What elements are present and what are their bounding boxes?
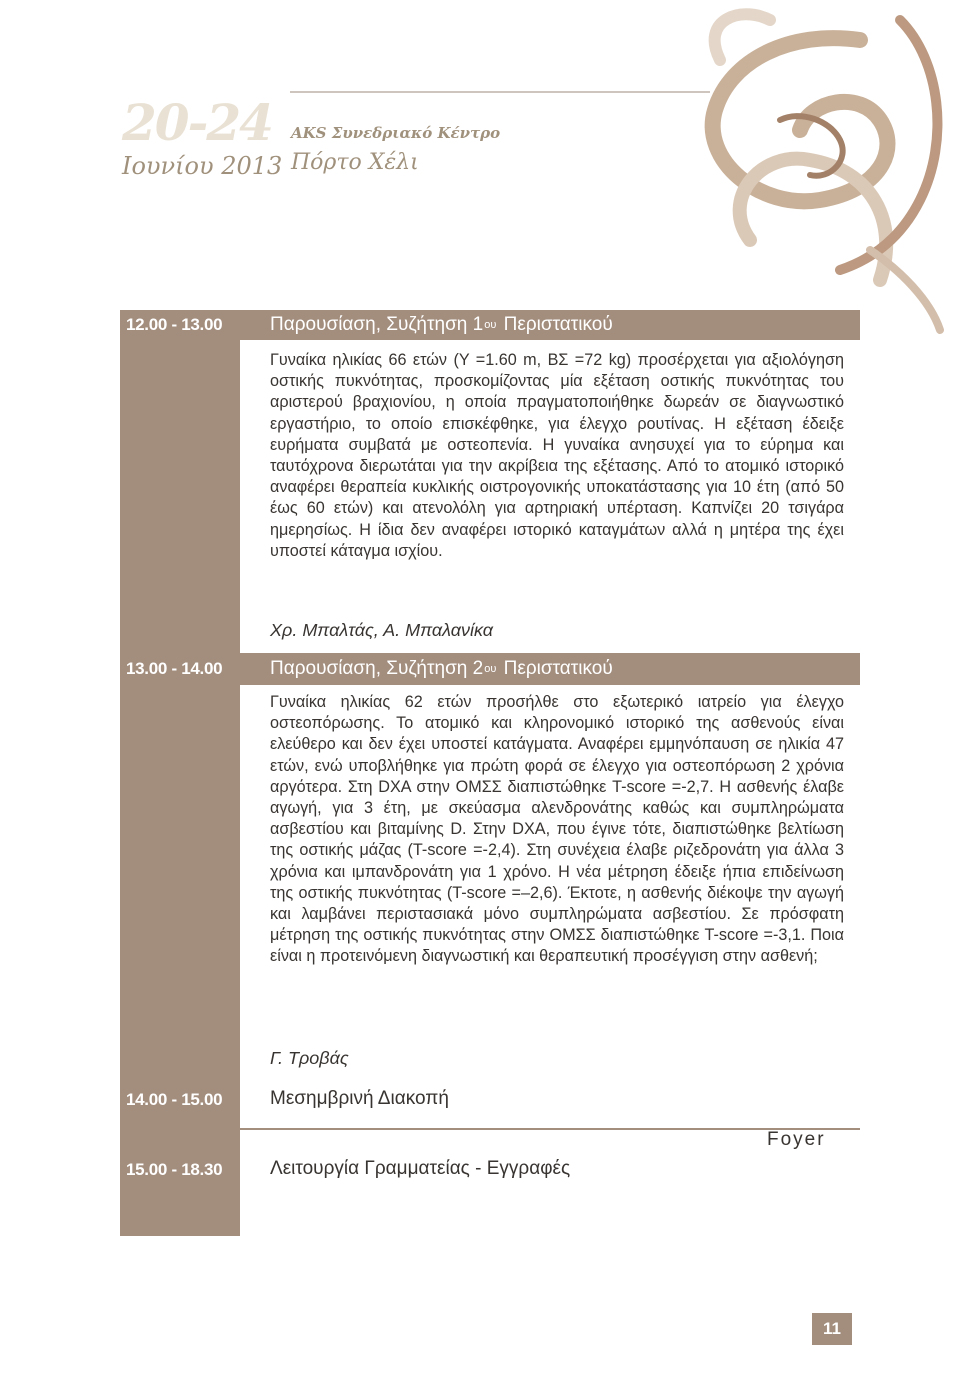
foyer-label: Foyer: [767, 1129, 826, 1150]
registration-title: Λειτουργία Γραμματείας - Εγγραφές: [270, 1158, 571, 1179]
session-2-text: Γυναίκα ηλικίας 62 ετών προσήλθε στο εξωτερικό ιατρείο για έλεγχο οστεοπόρωσης. Το ατομικό και κληρονομικό ιστορικό της ασθενούς είναι ελεύθερο και δεν έχει υποστεί κατάγματα. Αναφέρει εμμηνόπαυση σε ηλικία 47 ετών, ενώ υποβλήθηκε για πρώτη φορά σε έλεγχο για οστεοπόρωση 2 χρόνια αργότερα. Στη DXA στην ΟΜΣΣ διαπιστώθηκε T-score =-2,7. Η ασθενής έλαβε αγωγή, για 3 έτη, με σκεύασμα αλενδρονάτης καθώς και συμπληρώματα ασβεστίου και βιταμίνης D. Στην DXA, που έγινε τότε, διαπιστώθηκε βελτίωση της οστικής μάζας (T-score =-2,4). Στη συνέχεια έλαβε ριζεδρονάτη για άλλα 3 χρόνια και ιμπανδρονάτη για 1 χρόνο. Η νέα μέτρηση έδειξε ήπια επιδείνωση της οστικής πυκνότητας (T-score =–2,6). Έκτοτε, η ασθενής διέκοψε την αγωγή και λαμβάνει περιστασιακά μόνο συμπληρώματα ασβεστίου. Σε πρόσφατη μέτρηση της οστικής πυκνότητας στην ΟΜΣΣ διαπιστώθηκε T-score =-3,1. Ποια είναι η προτεινόμενη διαγνωστική και θεραπευτική προσέγγιση στην ασθενή;: [270, 693, 845, 966]
event-dates: 20-24: [122, 93, 272, 152]
session-2-author: Γ. Τροβάς: [270, 1048, 349, 1068]
session-1-text: Γυναίκα ηλικίας 66 ετών (Υ =1.60 m, ΒΣ =72 kg) προσέρχεται για αξιολόγηση οστικής πυκνότητας, προσκομίζοντας μία εξέταση οστικής πυκνότητας του αριστερού βραχιονίου, η οποία πραγματοποιήθηκε δωρεάν σε διαγνωστικό εργαστήριο, το οποίο επισκέφθηκε, για έλεγχο ρουτίνας. Η εξέταση έδειξε ευρήματα συμβατά με οστεοπενία. Η γυναίκα ανησυχεί για το εύρημα και ταυτόχρονα διερωτάται για την ακρίβεια της εξέτασης. Από το ατομικό ιστορικό αναφέρει θεραπεία κυκλικής οιστρογονικής υποκατάστασης για 10 έτη (από 50 έως 60 ετών) και ατενολόλη για αρτηριακή υπέρταση. Καπνίζει 20 τσιγάρα ημερησίως. Η ίδια δεν αναφέρει ιστορικό καταγμάτων αλλά η μητέρα της έχει υποστεί κάταγμα ισχίου.: [270, 351, 845, 560]
session-2-description: [270, 692, 844, 968]
event-venue: AKS Συνεδριακό Κέντρο: [291, 124, 501, 142]
break-time: 14.00 - 15.00: [126, 1090, 223, 1109]
registration-time: 15.00 - 18.30: [126, 1160, 223, 1179]
session-2-header: [120, 653, 860, 685]
session-1-title: Παρουσίαση, Συζήτηση 1 ου Περιστατικού: [270, 314, 613, 335]
event-city: Πόρτο Χέλι: [291, 150, 419, 175]
event-month: Ιουνίου 2013: [122, 152, 283, 180]
page-number: 11: [823, 1319, 841, 1338]
session-1-description: [270, 350, 844, 562]
session-1-author: Χρ. Μπαλτάς, Α. Μπαλανίκα: [270, 620, 494, 640]
page-number-box: [812, 1313, 852, 1345]
session-2-title: Παρουσίαση, Συζήτηση 2 ου Περιστατικού: [270, 658, 613, 679]
session-1-header: [120, 310, 860, 340]
session-1-time: 12.00 - 13.00: [126, 315, 223, 334]
session-2-time: 13.00 - 14.00: [126, 659, 223, 678]
break-title: Μεσημβρινή Διακοπή: [270, 1088, 449, 1109]
